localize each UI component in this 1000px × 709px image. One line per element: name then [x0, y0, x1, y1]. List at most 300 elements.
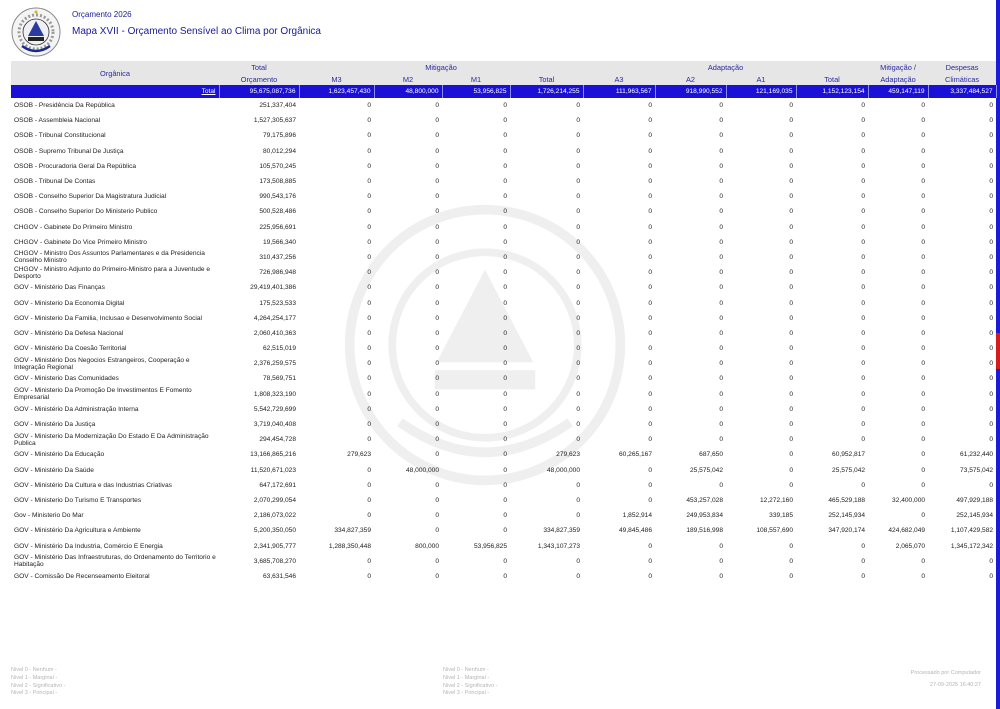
value-cell: 0 — [921, 132, 926, 140]
value-cell: 0 — [367, 238, 371, 246]
value-cell: 0 — [989, 557, 994, 565]
value-cell: 0 — [789, 557, 794, 565]
value-cell: 0 — [861, 253, 866, 261]
processed-by-label: Processado por Computador — [910, 670, 981, 676]
value-cell: 0 — [435, 405, 439, 413]
value-cell: 0 — [861, 208, 866, 216]
value-cell: 0 — [861, 299, 866, 307]
value-cell: 0 — [989, 572, 994, 580]
table-row — [11, 189, 996, 204]
organica-name: CHGOV - Ministro Adjunto do Primeiro-Ministro para a Juventude e Desporto — [14, 265, 211, 280]
value-cell: 0 — [921, 178, 926, 186]
organica-name: CHGOV - Gabinete Do Primeiro Ministro — [14, 223, 133, 231]
value-cell: 0 — [861, 102, 866, 110]
value-cell: 0 — [921, 405, 926, 413]
page-title: Mapa XVII - Orçamento Sensível ao Clima por Orgânica — [72, 26, 321, 37]
value-cell: 0 — [989, 421, 994, 429]
value-cell: 0 — [648, 102, 653, 110]
value-cell: 1,345,172,342 — [950, 542, 994, 550]
value-cell: 0 — [503, 512, 507, 520]
value-cell: 0 — [789, 329, 794, 337]
value-cell: 1,527,305,637 — [253, 117, 296, 125]
value-cell: 0 — [503, 238, 507, 246]
value-cell: 0 — [367, 284, 371, 292]
value-cell: 0 — [921, 269, 926, 277]
table-row — [11, 235, 996, 250]
value-cell: 424,682,049 — [888, 527, 926, 535]
value-cell: 0 — [719, 117, 724, 125]
value-cell: 0 — [503, 193, 507, 201]
value-cell: 0 — [367, 512, 371, 520]
value-cell: 0 — [648, 390, 653, 398]
value-cell: 0 — [503, 421, 507, 429]
value-cell: 0 — [503, 466, 507, 474]
value-cell: 0 — [861, 269, 866, 277]
value-cell: 0 — [719, 557, 724, 565]
value-cell: 0 — [921, 572, 926, 580]
total-cell: 121,169,035 — [726, 85, 796, 98]
value-cell: 0 — [435, 481, 439, 489]
col-organica: Orgânica — [11, 61, 219, 85]
value-cell: 0 — [648, 481, 653, 489]
value-cell: 19,566,340 — [262, 238, 296, 246]
value-cell: 25,575,042 — [832, 466, 866, 474]
value-cell: 0 — [576, 314, 581, 322]
value-cell: 0 — [861, 117, 866, 125]
value-cell: 0 — [435, 436, 439, 444]
value-cell: 0 — [435, 496, 439, 504]
col-a3: A3 — [583, 73, 655, 85]
value-cell: 0 — [576, 481, 581, 489]
col-m1: M1 — [442, 73, 510, 85]
value-cell: 225,956,691 — [259, 223, 296, 231]
value-cell: 339,185 — [769, 512, 794, 520]
total-cell: 111,963,567 — [583, 85, 655, 98]
value-cell: 0 — [435, 132, 439, 140]
value-cell: 0 — [648, 117, 653, 125]
value-cell: 0 — [648, 557, 653, 565]
col-total-orcamento-line1: Total — [219, 61, 299, 73]
organica-name: GOV - Ministério Das Infraestruturas, do Ordenamento do Territorio e Habitação — [14, 554, 216, 569]
organica-name: Gov - Ministerio Do Mar — [14, 512, 84, 520]
value-cell: 0 — [861, 162, 866, 170]
value-cell: 0 — [861, 223, 866, 231]
value-cell: 0 — [576, 345, 581, 353]
value-cell: 0 — [576, 329, 581, 337]
table-row — [11, 356, 996, 371]
value-cell: 0 — [576, 117, 581, 125]
side-page-marker — [996, 333, 1000, 369]
value-cell: 0 — [576, 421, 581, 429]
organica-name: GOV - Ministerio Da Economia Digital — [14, 299, 125, 307]
footer-legend-middle — [443, 667, 497, 698]
table-header-group-row — [11, 61, 996, 73]
total-cell: 48,800,000 — [374, 85, 442, 98]
value-cell: 2,341,905,777 — [253, 542, 296, 550]
organica-name: GOV - Ministério Da Educação — [14, 451, 105, 459]
table-row — [11, 311, 996, 326]
value-cell: 0 — [989, 132, 994, 140]
organica-name: GOV - Ministério Da Agricultura e Ambiente — [14, 527, 141, 535]
value-cell: 0 — [989, 375, 994, 383]
table-row — [11, 463, 996, 478]
value-cell: 48,000,000 — [547, 466, 581, 474]
value-cell: 0 — [435, 527, 439, 535]
value-cell: 0 — [367, 405, 371, 413]
value-cell: 3,719,040,408 — [253, 421, 296, 429]
value-cell: 0 — [861, 481, 866, 489]
value-cell: 0 — [989, 390, 994, 398]
table-row — [11, 523, 996, 538]
table-row — [11, 538, 996, 553]
value-cell: 0 — [789, 542, 794, 550]
value-cell: 0 — [503, 253, 507, 261]
value-cell: 0 — [921, 345, 926, 353]
table-row — [11, 341, 996, 356]
value-cell: 0 — [576, 299, 581, 307]
value-cell: 0 — [789, 481, 794, 489]
value-cell: 0 — [719, 542, 724, 550]
legend-line: Nivel 0 - Nenhum - — [11, 667, 57, 673]
organica-name: GOV - Ministerio Do Turismo E Transportes — [14, 496, 142, 504]
value-cell: 0 — [989, 314, 994, 322]
value-cell: 0 — [719, 375, 724, 383]
value-cell: 0 — [503, 496, 507, 504]
value-cell: 3,685,708,270 — [253, 557, 296, 565]
table-row — [11, 402, 996, 417]
value-cell: 0 — [789, 162, 794, 170]
value-cell: 0 — [503, 162, 507, 170]
value-cell: 0 — [989, 193, 994, 201]
col-despesas-line1: Despesas — [928, 61, 996, 73]
value-cell: 279,623 — [347, 451, 371, 459]
total-cell: 53,956,825 — [442, 85, 510, 98]
value-cell: 0 — [576, 284, 581, 292]
value-cell: 0 — [789, 253, 794, 261]
footer-legend-left — [11, 667, 65, 698]
value-cell: 0 — [367, 496, 371, 504]
value-cell: 0 — [989, 360, 994, 368]
value-cell: 0 — [435, 390, 439, 398]
value-cell: 0 — [576, 208, 581, 216]
value-cell: 0 — [503, 451, 507, 459]
value-cell: 0 — [503, 178, 507, 186]
value-cell: 0 — [435, 193, 439, 201]
value-cell: 0 — [989, 345, 994, 353]
value-cell: 2,065,070 — [895, 542, 926, 550]
value-cell: 0 — [789, 314, 794, 322]
value-cell: 453,257,028 — [686, 496, 724, 504]
table-row — [11, 174, 996, 189]
col-despesas-line2: Climáticas — [928, 73, 996, 85]
value-cell: 0 — [367, 466, 371, 474]
value-cell: 0 — [719, 284, 724, 292]
organica-name: CHGOV - Gabinete Do Vice Primeiro Ministro — [14, 238, 147, 246]
table-row — [11, 250, 996, 265]
value-cell: 0 — [648, 178, 653, 186]
value-cell: 0 — [576, 147, 581, 155]
value-cell: 465,529,188 — [828, 496, 866, 504]
legend-line: Nivel 2 - Significativo - — [443, 682, 498, 689]
value-cell: 0 — [503, 481, 507, 489]
value-cell: 0 — [861, 557, 866, 565]
value-cell: 108,557,690 — [756, 527, 794, 535]
value-cell: 0 — [989, 117, 994, 125]
value-cell: 0 — [719, 223, 724, 231]
value-cell: 0 — [648, 375, 653, 383]
value-cell: 0 — [789, 421, 794, 429]
table-row — [11, 265, 996, 280]
value-cell: 0 — [789, 223, 794, 231]
organica-name: OSOB - Conselho Superior Do Ministerio Publico — [14, 208, 158, 216]
value-cell: 0 — [367, 178, 371, 186]
value-cell: 0 — [648, 238, 653, 246]
value-cell: 0 — [789, 466, 794, 474]
value-cell: 11,520,671,023 — [250, 466, 296, 474]
col-m2: M2 — [374, 73, 442, 85]
value-cell: 63,631,546 — [262, 572, 296, 580]
value-cell: 2,060,410,363 — [253, 329, 296, 337]
value-cell: 0 — [789, 102, 794, 110]
value-cell: 0 — [989, 436, 994, 444]
value-cell: 0 — [576, 496, 581, 504]
value-cell: 0 — [503, 329, 507, 337]
organica-name: OSOB - Procuradoria Geral Da República — [14, 162, 137, 170]
value-cell: 0 — [648, 314, 653, 322]
value-cell: 0 — [989, 329, 994, 337]
total-cell: 918,990,552 — [655, 85, 726, 98]
col-mitigacao-total: Total — [510, 73, 583, 85]
value-cell: 0 — [648, 405, 653, 413]
value-cell: 13,166,865,216 — [250, 451, 296, 459]
value-cell: 0 — [648, 436, 653, 444]
value-cell: 0 — [989, 269, 994, 277]
value-cell: 500,528,486 — [259, 208, 296, 216]
value-cell: 0 — [921, 193, 926, 201]
value-cell: 0 — [367, 421, 371, 429]
value-cell: 0 — [719, 421, 724, 429]
total-cell: 3,337,484,527 — [928, 85, 996, 98]
value-cell: 0 — [435, 102, 439, 110]
value-cell: 0 — [719, 345, 724, 353]
value-cell: 990,543,176 — [259, 193, 296, 201]
value-cell: 0 — [719, 405, 724, 413]
value-cell: 0 — [719, 132, 724, 140]
value-cell: 2,376,259,575 — [253, 360, 296, 368]
value-cell: 32,400,000 — [892, 496, 926, 504]
value-cell: 0 — [989, 238, 994, 246]
organica-name: GOV - Comissão De Recenseamento Eleitoral — [14, 572, 150, 580]
value-cell: 0 — [861, 132, 866, 140]
value-cell: 0 — [367, 375, 371, 383]
value-cell: 53,956,825 — [473, 542, 507, 550]
value-cell: 1,107,429,582 — [950, 527, 994, 535]
value-cell: 0 — [503, 527, 507, 535]
total-row — [11, 85, 996, 98]
value-cell: 0 — [921, 238, 926, 246]
value-cell: 347,920,174 — [828, 527, 866, 535]
value-cell: 0 — [789, 405, 794, 413]
table-row — [11, 478, 996, 493]
legend-line: Nivel 3 - Principal - — [11, 690, 58, 697]
value-cell: 0 — [789, 451, 794, 459]
value-cell: 0 — [789, 345, 794, 353]
value-cell: 0 — [576, 253, 581, 261]
value-cell: 0 — [648, 132, 653, 140]
value-cell: 0 — [576, 572, 581, 580]
organica-name: GOV - Ministério Dos Negocios Estrangeiros, Cooperação e Integração Regional — [14, 356, 190, 371]
value-cell: 0 — [435, 117, 439, 125]
value-cell: 294,454,728 — [259, 436, 296, 444]
legend-line: Nivel 2 - Significativo - — [11, 682, 66, 689]
value-cell: 0 — [861, 542, 866, 550]
organica-name: GOV - Ministério Da Justiça — [14, 421, 96, 429]
value-cell: 0 — [861, 390, 866, 398]
value-cell: 0 — [576, 512, 581, 520]
value-cell: 0 — [503, 102, 507, 110]
value-cell: 173,508,885 — [259, 178, 296, 186]
value-cell: 0 — [435, 208, 439, 216]
value-cell: 0 — [576, 557, 581, 565]
value-cell: 0 — [789, 299, 794, 307]
value-cell: 0 — [719, 390, 724, 398]
value-cell: 0 — [576, 162, 581, 170]
value-cell: 105,570,245 — [259, 162, 296, 170]
value-cell: 0 — [989, 481, 994, 489]
value-cell: 0 — [989, 253, 994, 261]
value-cell: 0 — [789, 375, 794, 383]
value-cell: 1,852,914 — [622, 512, 653, 520]
value-cell: 0 — [503, 345, 507, 353]
total-cell: 459,147,119 — [868, 85, 928, 98]
value-cell: 25,575,042 — [690, 466, 724, 474]
value-cell: 0 — [367, 193, 371, 201]
value-cell: 0 — [503, 117, 507, 125]
organica-name: GOV - Ministerio Da Modernização Do Estado E Da Administração Publica — [14, 432, 209, 447]
col-m3: M3 — [299, 73, 374, 85]
table-row — [11, 554, 996, 569]
value-cell: 0 — [789, 436, 794, 444]
table-row — [11, 128, 996, 143]
value-cell: 0 — [435, 314, 439, 322]
table-row — [11, 508, 996, 523]
organica-name: OSOB - Presidência Da República — [14, 102, 115, 110]
value-cell: 0 — [861, 436, 866, 444]
value-cell: 0 — [719, 178, 724, 186]
value-cell: 12,272,160 — [760, 496, 794, 504]
value-cell: 0 — [921, 253, 926, 261]
value-cell: 0 — [921, 208, 926, 216]
value-cell: 0 — [921, 436, 926, 444]
table-row — [11, 569, 996, 584]
value-cell: 0 — [789, 208, 794, 216]
col-group-adaptacao: Adaptação — [583, 61, 868, 73]
legend-line: Nivel 1 - Marginal - — [443, 674, 490, 681]
value-cell: 0 — [789, 178, 794, 186]
table-row — [11, 280, 996, 295]
value-cell: 0 — [921, 390, 926, 398]
value-cell: 334,827,359 — [334, 527, 371, 535]
organica-name: GOV - Ministério Da Administração Interna — [14, 405, 139, 413]
value-cell: 0 — [648, 466, 653, 474]
value-cell: 48,000,000 — [405, 466, 439, 474]
value-cell: 0 — [503, 223, 507, 231]
col-a1: A1 — [726, 73, 796, 85]
value-cell: 0 — [861, 329, 866, 337]
value-cell: 0 — [435, 329, 439, 337]
value-cell: 0 — [576, 269, 581, 277]
value-cell: 0 — [989, 147, 994, 155]
value-cell: 0 — [503, 436, 507, 444]
value-cell: 0 — [435, 360, 439, 368]
value-cell: 0 — [921, 466, 926, 474]
value-cell: 0 — [503, 360, 507, 368]
value-cell: 0 — [648, 329, 653, 337]
value-cell: 0 — [648, 208, 653, 216]
value-cell: 0 — [921, 481, 926, 489]
footer-processing-info — [911, 667, 981, 691]
value-cell: 0 — [861, 421, 866, 429]
organica-name: GOV - Ministério Das Finanças — [14, 284, 105, 292]
value-cell: 0 — [989, 223, 994, 231]
value-cell: 0 — [435, 512, 439, 520]
organica-name: OSOB - Tribunal De Contas — [14, 178, 96, 186]
value-cell: 0 — [367, 481, 371, 489]
value-cell: 0 — [648, 572, 653, 580]
value-cell: 0 — [989, 284, 994, 292]
value-cell: 800,000 — [415, 542, 439, 550]
value-cell: 0 — [719, 299, 724, 307]
value-cell: 0 — [503, 314, 507, 322]
value-cell: 279,623 — [556, 451, 581, 459]
total-row-link[interactable]: Total — [11, 85, 219, 98]
value-cell: 0 — [367, 572, 371, 580]
value-cell: 0 — [367, 557, 371, 565]
value-cell: 0 — [435, 147, 439, 155]
value-cell: 0 — [921, 162, 926, 170]
value-cell: 79,175,896 — [262, 132, 296, 140]
value-cell: 0 — [576, 390, 581, 398]
value-cell: 62,515,019 — [262, 345, 296, 353]
value-cell: 0 — [921, 284, 926, 292]
table-row — [11, 447, 996, 462]
col-group-mitigacao: Mitigação — [299, 61, 583, 73]
value-cell: 0 — [435, 299, 439, 307]
value-cell: 0 — [435, 253, 439, 261]
value-cell: 5,542,729,699 — [253, 405, 296, 413]
value-cell: 252,145,934 — [956, 512, 994, 520]
value-cell: 0 — [789, 284, 794, 292]
table-row — [11, 159, 996, 174]
value-cell: 73,575,042 — [960, 466, 994, 474]
value-cell: 0 — [719, 314, 724, 322]
table-row — [11, 371, 996, 386]
table-row — [11, 98, 996, 113]
value-cell: 0 — [503, 284, 507, 292]
value-cell: 334,827,359 — [543, 527, 581, 535]
organica-name: GOV - Ministerio Das Comunidades — [14, 375, 119, 383]
value-cell: 0 — [435, 451, 439, 459]
value-cell: 1,288,350,448 — [328, 542, 371, 550]
value-cell: 0 — [503, 405, 507, 413]
value-cell: 0 — [503, 572, 507, 580]
table-row — [11, 204, 996, 219]
value-cell: 0 — [789, 572, 794, 580]
value-cell: 2,070,299,054 — [253, 496, 296, 504]
value-cell: 0 — [719, 481, 724, 489]
value-cell: 2,186,073,022 — [253, 512, 296, 520]
value-cell: 0 — [576, 178, 581, 186]
